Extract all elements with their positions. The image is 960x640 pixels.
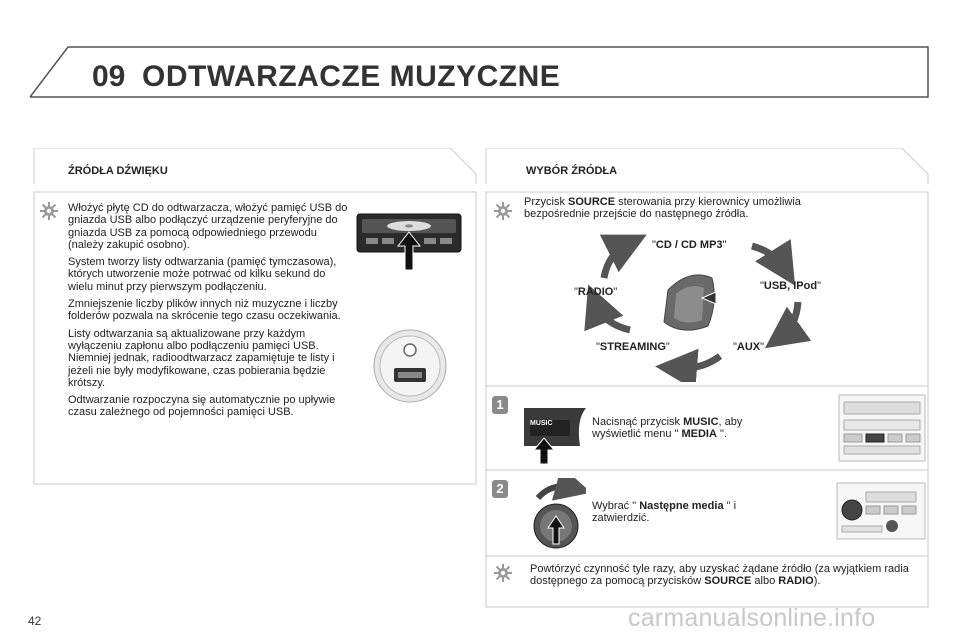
info-gear-icon: [492, 200, 514, 222]
step2-text: Wybrać " Następne media " i zatwierdzić.: [592, 500, 737, 525]
intro-post: sterowania przy kierownicy umożliwia bezpośrednie przejście do następnego źródła.: [524, 196, 801, 221]
music-button-illustration: [520, 402, 592, 466]
radio-unit-illustration: [356, 206, 464, 272]
repeat-instruction-text: Powtórzyć czynność tyle razy, aby uzyskać żądane źródło (za wyjątkiem radia dostępnego za pomocą przycisków SOURCE albo RADIO).: [530, 563, 909, 588]
rotary-dial-illustration: [524, 478, 586, 550]
watermark: carmanualsonline.info: [628, 604, 876, 632]
intro-source-keyword: SOURCE: [568, 196, 616, 208]
cycle-label-aux: "AUX": [733, 341, 765, 353]
radio-panel-dial-illustration: [836, 482, 926, 540]
source-cycle-diagram: [570, 232, 840, 382]
chapter-title: ODTWARZACZE MUZYCZNE: [142, 60, 561, 93]
radio-panel-music-illustration: [838, 394, 926, 462]
info-gear-icon: [492, 562, 514, 584]
paragraph-reduce-files: Zmniejszenie liczby plików innych niż muzyczne i liczby folderów pozwala na skrócenie tego czasu oczekiwania.: [68, 298, 341, 323]
cycle-label-usb: "USB, IPod": [760, 280, 821, 292]
paragraph-autoplay: Odtwarzanie rozpoczyna się automatycznie po upływie czasu zależnego od pojemności pamięci USB.: [68, 394, 336, 419]
section-title-select-source: WYBÓR ŹRÓDŁA: [526, 165, 618, 177]
paragraph-insert-media: Włożyć płytę CD do odtwarzacza, włożyć pamięć USB do gniazda USB albo podłączyć urządzenie peryferyjne do gniazda USB za pomocą odpowiedniego przewodu (należy zakupić osobno).: [68, 202, 348, 251]
music-button-label: MUSIC: [530, 420, 553, 427]
paragraph-update-lists: Listy odtwarzania są aktualizowane przy każdym wyłączeniu zapłonu albo podłączeniu pamięci USB. Niemniej jednak, radioodtwarzacz zapamiętuje te listy i jeżeli nie były modyfikowane, czas pobierania będzie krótszy.: [68, 327, 335, 389]
intro-pre: Przycisk: [524, 196, 568, 208]
cycle-label-cd: "CD / CD MP3": [652, 239, 727, 251]
page-number: 42: [28, 614, 42, 628]
step-badge-2: 2: [492, 480, 508, 498]
paragraph-playlists: System tworzy listy odtwarzania (pamięć tymczasowa), których utworzenie może potrwać od kilku sekund do wielu minut przy pierwszym podłączeniu.: [68, 256, 337, 293]
step1-text: Nacisnąć przycisk MUSIC, aby wyświetlić menu " MEDIA ".: [592, 416, 743, 441]
usb-port-illustration: [372, 328, 448, 404]
chapter-number: 09: [92, 60, 126, 93]
cycle-label-streaming: "STREAMING": [596, 341, 670, 353]
info-gear-icon: [38, 200, 60, 222]
section-title-sources: ŹRÓDŁA DŹWIĘKU: [68, 165, 168, 177]
source-intro-text: [524, 196, 864, 221]
cycle-label-radio: "RADIO": [574, 286, 618, 298]
step-badge-1: 1: [492, 396, 508, 414]
left-body-text: [68, 202, 350, 419]
